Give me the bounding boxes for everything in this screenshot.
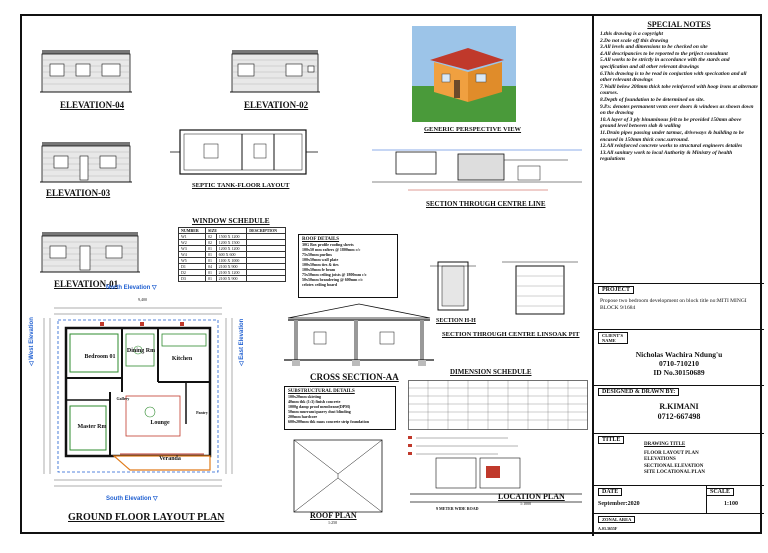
note-item: 7.Walll below 200mm thick tobe reinforced with hoop irons at alternate courses.	[600, 83, 758, 97]
project-label: PROJECT	[598, 286, 634, 294]
zonal-section	[594, 514, 764, 534]
room-label-pantry: Pantry	[196, 410, 208, 415]
list-item: 40mm thk (1:3) finish concrete	[288, 399, 341, 404]
list-item: 75x50mm ceiling joists @ 1800mm c/c	[302, 272, 367, 277]
title-label: TITLE	[598, 436, 624, 444]
date-label: DATE	[598, 488, 622, 496]
triangle-down-icon: ▽	[152, 285, 157, 291]
client-section	[594, 330, 764, 386]
table-cell: W3	[179, 246, 206, 252]
table-cell: D1	[179, 264, 206, 270]
designer-name: R.KIMANI	[659, 402, 699, 411]
substructural-box	[284, 386, 396, 430]
table-cell: 01	[205, 258, 216, 264]
triangle-left-icon: ◁	[239, 361, 245, 366]
list-item: 100x50mm fe beam	[302, 267, 336, 272]
list-item: 75x50mm purlins	[302, 252, 332, 257]
roof-details-box	[298, 234, 398, 298]
drawing-title-heading: DRAWING TITLE	[644, 442, 686, 447]
roof-plan-title: ROOF PLAN	[310, 511, 357, 520]
table-cell: 01	[205, 252, 216, 258]
roof-plan-drawing	[284, 434, 394, 518]
section-centre-drawing	[368, 140, 586, 198]
special-notes-title: SPECIAL NOTES	[647, 20, 711, 29]
window-schedule-title: WINDOW SCHEDULE	[192, 216, 270, 225]
cross-section-drawing	[284, 302, 434, 368]
road-label: 9 METER WIDE ROAD	[436, 506, 479, 511]
list-item: 100x50mm ties & ties	[302, 262, 339, 267]
list-item: 600x200mm thk mass concrete strip foundation	[288, 419, 369, 424]
drawing-sheet	[20, 14, 762, 534]
table-cell: W5	[179, 258, 206, 264]
elevation-01-drawing	[40, 226, 140, 276]
room-label-gallery: Gallery	[116, 396, 130, 401]
room-label-kitchen: Kitchen	[171, 356, 193, 362]
list-item: celotex ceiling board	[302, 282, 338, 287]
table-cell: 2100 X 900	[216, 264, 247, 270]
soak-pit-drawing	[500, 252, 580, 320]
overall-dimension: 9,400	[138, 297, 147, 302]
table-cell: D2	[179, 270, 206, 276]
drawing-title-line: SECTIONAL ELEVATION	[644, 463, 704, 469]
table-cell: 1200 X 1500	[216, 240, 247, 246]
note-item: 2.Do not scale off this drawing	[600, 37, 669, 44]
note-item: 5.All works to be strictly in accordance with the stards and specification and all other relevant drawings	[600, 57, 730, 70]
table-cell: 01	[205, 270, 216, 276]
note-item: 9.P.v. denotes permanent vents over doors & windows as shown down on the drawing	[600, 103, 754, 117]
section-hh-drawing	[430, 256, 476, 316]
drawing-title-line: SITE LOCATIONAL PLAN	[644, 470, 706, 475]
table-cell: W1	[179, 234, 206, 240]
table-cell: W4	[179, 252, 206, 258]
list-item: 50x50mm brandering @ 600mm c/c	[302, 277, 364, 282]
floor-plan-title: GROUND FLOOR LAYOUT PLAN	[68, 512, 225, 523]
elevation-02-drawing	[230, 44, 320, 96]
table-row	[179, 276, 286, 282]
project-text: Propose two bedroom development on block title no:MITI MINGI BLOCK 9/1684	[600, 298, 747, 311]
roof-details-list	[302, 242, 394, 287]
triangle-down-icon: ▽	[153, 496, 158, 502]
list-item: 100x50mm wall plate	[302, 257, 339, 262]
note-item: 13.All sanitary work to local Authority & Ministry of health regulations	[600, 149, 733, 163]
roof-details-title: ROOF DETAILS	[302, 237, 340, 242]
note-item: 12.All reinforced concrete works to structural engineers detailes	[600, 143, 743, 150]
room-label-bedroom: Bedroom 01	[84, 354, 116, 360]
substructural-title: SUBSTRUCTURAL DETAILS	[288, 389, 355, 394]
note-item: 11.Drain pipes passing under tarmac, driveways & building to be encased in 150mm thick conc.surround.	[600, 129, 744, 143]
list-item: 30G Box profile roofing sheets	[302, 242, 354, 247]
drawing-title-section	[594, 434, 764, 486]
date-value: September:2020	[598, 501, 640, 507]
note-item: 1.this drawing is a copyright	[600, 31, 664, 37]
perspective-title: GENERIC PERSPECTIVE VIEW	[424, 126, 522, 133]
roof-plan-scale: 1:250	[328, 520, 338, 525]
client-id: ID No.30150689	[653, 368, 705, 377]
table-cell: 02	[205, 234, 216, 240]
scale-value: 1:100	[724, 501, 738, 507]
room-label-master: Master Rm	[77, 424, 107, 430]
note-item: 8.Depth of foundation to be determined on site.	[600, 96, 705, 103]
table-cell: W2	[179, 240, 206, 246]
special-notes-section	[594, 16, 764, 284]
elevation-03-drawing	[40, 136, 132, 186]
south-elevation-label: South Elevation ▽	[106, 496, 158, 502]
west-elevation-label: ◁ West Elevation	[29, 317, 35, 366]
table-cell: 01	[205, 276, 216, 282]
scale-label: SCALE	[706, 488, 734, 496]
location-plan-title: LOCATION PLAN	[498, 492, 565, 501]
zonal-value: A.03.3655F	[598, 526, 618, 531]
designer-label: DESIGNED & DRAWN BY:	[598, 388, 679, 396]
soak-pit-title: SECTION THROUGH CENTRE LINSOAK PIT	[442, 331, 580, 338]
project-section	[594, 284, 764, 330]
client-name: Nicholas Wachira Ndung'u	[635, 350, 723, 359]
room-label-dining: Dining Rm	[126, 348, 156, 354]
drawing-title-line: FLOOR LAYOUT PLAN	[644, 450, 699, 456]
client-label: CLIENT'S NAME	[598, 332, 628, 344]
window-schedule-header: NUMBER	[179, 228, 206, 234]
room-label-lounge: Lounge	[150, 420, 170, 426]
list-item: 50mm murram/quarry dust blinding	[288, 409, 351, 414]
window-schedule-table	[178, 227, 286, 282]
table-cell: 04	[205, 264, 216, 270]
table-cell: 600 X 600	[216, 252, 247, 258]
elevation-03-title: ELEVATION-03	[46, 188, 111, 198]
triangle-left-icon: ◁	[29, 361, 35, 366]
table-cell: 1500 X 1200	[216, 234, 247, 240]
elevation-04-drawing	[40, 44, 132, 96]
perspective-image	[412, 26, 516, 122]
list-item: 100x20mm skirting	[288, 394, 321, 399]
dimension-schedule-table	[408, 380, 588, 430]
designer-phone: 0712-667498	[657, 412, 701, 421]
client-phone: 0710-710210	[659, 359, 699, 368]
elevation-04-title: ELEVATION-04	[60, 100, 125, 110]
location-plan-scale: 1:1000	[520, 501, 532, 506]
note-item: 6.This drawing is to be read in conjuction with specication and all other relevant drawings	[600, 70, 747, 84]
table-cell: D3	[179, 276, 206, 282]
substructural-list	[288, 394, 392, 424]
septic-tank-drawing	[170, 124, 320, 182]
window-schedule-header: SIZE	[205, 228, 246, 234]
elevation-02-title: ELEVATION-02	[244, 100, 309, 110]
section-centre-title: SECTION THROUGH CENTRE LINE	[426, 200, 546, 208]
zonal-label: ZONAL AREA	[598, 516, 635, 523]
table-cell: 02	[205, 240, 216, 246]
floor-plan-drawing	[40, 304, 236, 490]
list-item: 200mm hardcore	[288, 414, 318, 419]
designer-section	[594, 386, 764, 434]
title-block	[592, 16, 764, 536]
table-cell: 01	[205, 246, 216, 252]
septic-tank-title: SEPTIC TANK-FLOOR LAYOUT	[192, 182, 290, 189]
date-scale-section	[594, 486, 764, 514]
elevation-01-title: ELEVATION-01	[54, 279, 119, 289]
note-item: 4.All descripancies to be reported to the priject consultant	[600, 50, 728, 57]
table-cell: 2100 X 900	[216, 276, 247, 282]
note-item: 3.All levels and dimensions to be checked on site	[600, 44, 708, 51]
table-cell: 2100 X 1200	[216, 270, 247, 276]
list-item: 100x50 mm rafters @ 1800mm c/c	[302, 247, 361, 252]
special-notes-list	[600, 31, 758, 163]
drawing-title-line: ELEVATIONS	[644, 457, 676, 462]
note-item: 10.A layer of 3 ply binuminous felt to be provided 150mm above ground level between slab & walling	[600, 116, 742, 130]
list-item: 1000g damp proof membrane(DPM)	[288, 404, 351, 409]
cross-section-title: CROSS SECTION-AA	[310, 372, 399, 382]
table-cell: 1100 X 1000	[216, 258, 247, 264]
table-cell: 1200 X 1200	[216, 246, 247, 252]
window-schedule-header: DESCRIPTION	[247, 228, 286, 234]
north-elevation-label: North Elevation ▽	[106, 285, 157, 291]
table-cell	[247, 276, 286, 282]
room-label-veranda: Veranda	[159, 456, 181, 462]
dimension-schedule-title: DIMENSION SCHEDULE	[450, 368, 532, 376]
east-elevation-label: ◁ East Elevation	[239, 318, 245, 366]
section-hh-title: SECTION H-H	[436, 318, 476, 324]
